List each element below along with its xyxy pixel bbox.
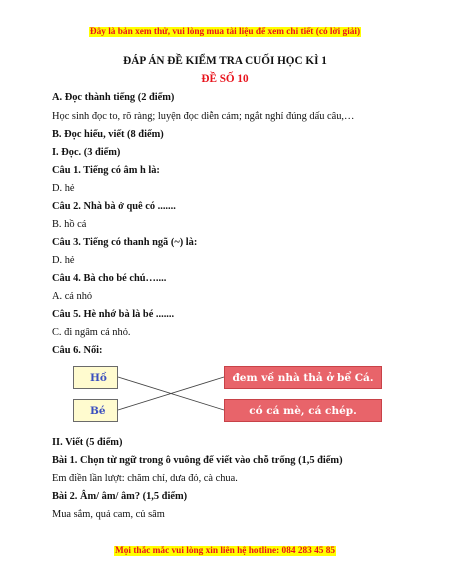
match-left-be: Bé [73, 399, 118, 422]
match-right-1: đem về nhà thả ở bể Cá. [224, 366, 382, 389]
answer-2: B. hồ cá [52, 219, 87, 230]
question-6: Câu 6. Nối: [52, 345, 103, 356]
question-4: Câu 4. Bà cho bé chú….... [52, 273, 167, 284]
task-1-answer: Em điền lần lượt: chăm chỉ, dưa đỏ, cà chua. [52, 473, 238, 484]
exam-number: ĐỀ SỐ 10 [201, 73, 249, 85]
answer-5: C. đi ngâm cá nhỏ. [52, 327, 131, 338]
task-1: Bài 1. Chọn từ ngữ trong ô vuông để viết vào chỗ trống (1,5 điểm) [52, 455, 343, 466]
section-a-heading: A. Đọc thành tiếng (2 điểm) [52, 92, 175, 103]
bottom-hotline-banner [0, 546, 450, 556]
question-3: Câu 3. Tiếng có thanh ngã (~) là: [52, 237, 198, 248]
reading-heading: I. Đọc. (3 điểm) [52, 147, 121, 158]
page-title: ĐÁP ÁN ĐỀ KIỂM TRA CUỐI HỌC KÌ 1 [123, 55, 327, 67]
section-b-heading: B. Đọc hiểu, viết (8 điểm) [52, 129, 164, 140]
top-notice-text: Đây là bản xem thử, vui lòng mua tài liệu để xem chi tiết (có lời giải) [89, 27, 361, 37]
section-a-answer: Học sinh đọc to, rõ ràng; luyện đọc diễn cảm; ngắt nghỉ đúng dấu câu,… [52, 111, 355, 122]
answer-1: D. hẻ [52, 183, 75, 194]
question-2: Câu 2. Nhà bà ở quê có ....... [52, 201, 176, 212]
task-2: Bài 2. Âm/ âm/ âm? (1,5 điểm) [52, 491, 188, 502]
writing-heading: II. Viết (5 điểm) [52, 437, 123, 448]
answer-4: A. cá nhỏ [52, 291, 93, 302]
match-right-2: có cá mè, cá chép. [224, 399, 382, 422]
answer-3: D. hẻ [52, 255, 75, 266]
match-left-ho: Hồ [73, 366, 118, 389]
question-5: Câu 5. Hè nhớ bà là bé ....... [52, 309, 175, 320]
hotline-text: Mọi thắc mắc vui lòng xin liên hệ hotline: 084 283 45 85 [114, 546, 336, 556]
task-2-answer: Mua sắm, quả cam, củ sâm [52, 509, 165, 520]
question-1: Câu 1. Tiếng có âm h là: [52, 165, 160, 176]
